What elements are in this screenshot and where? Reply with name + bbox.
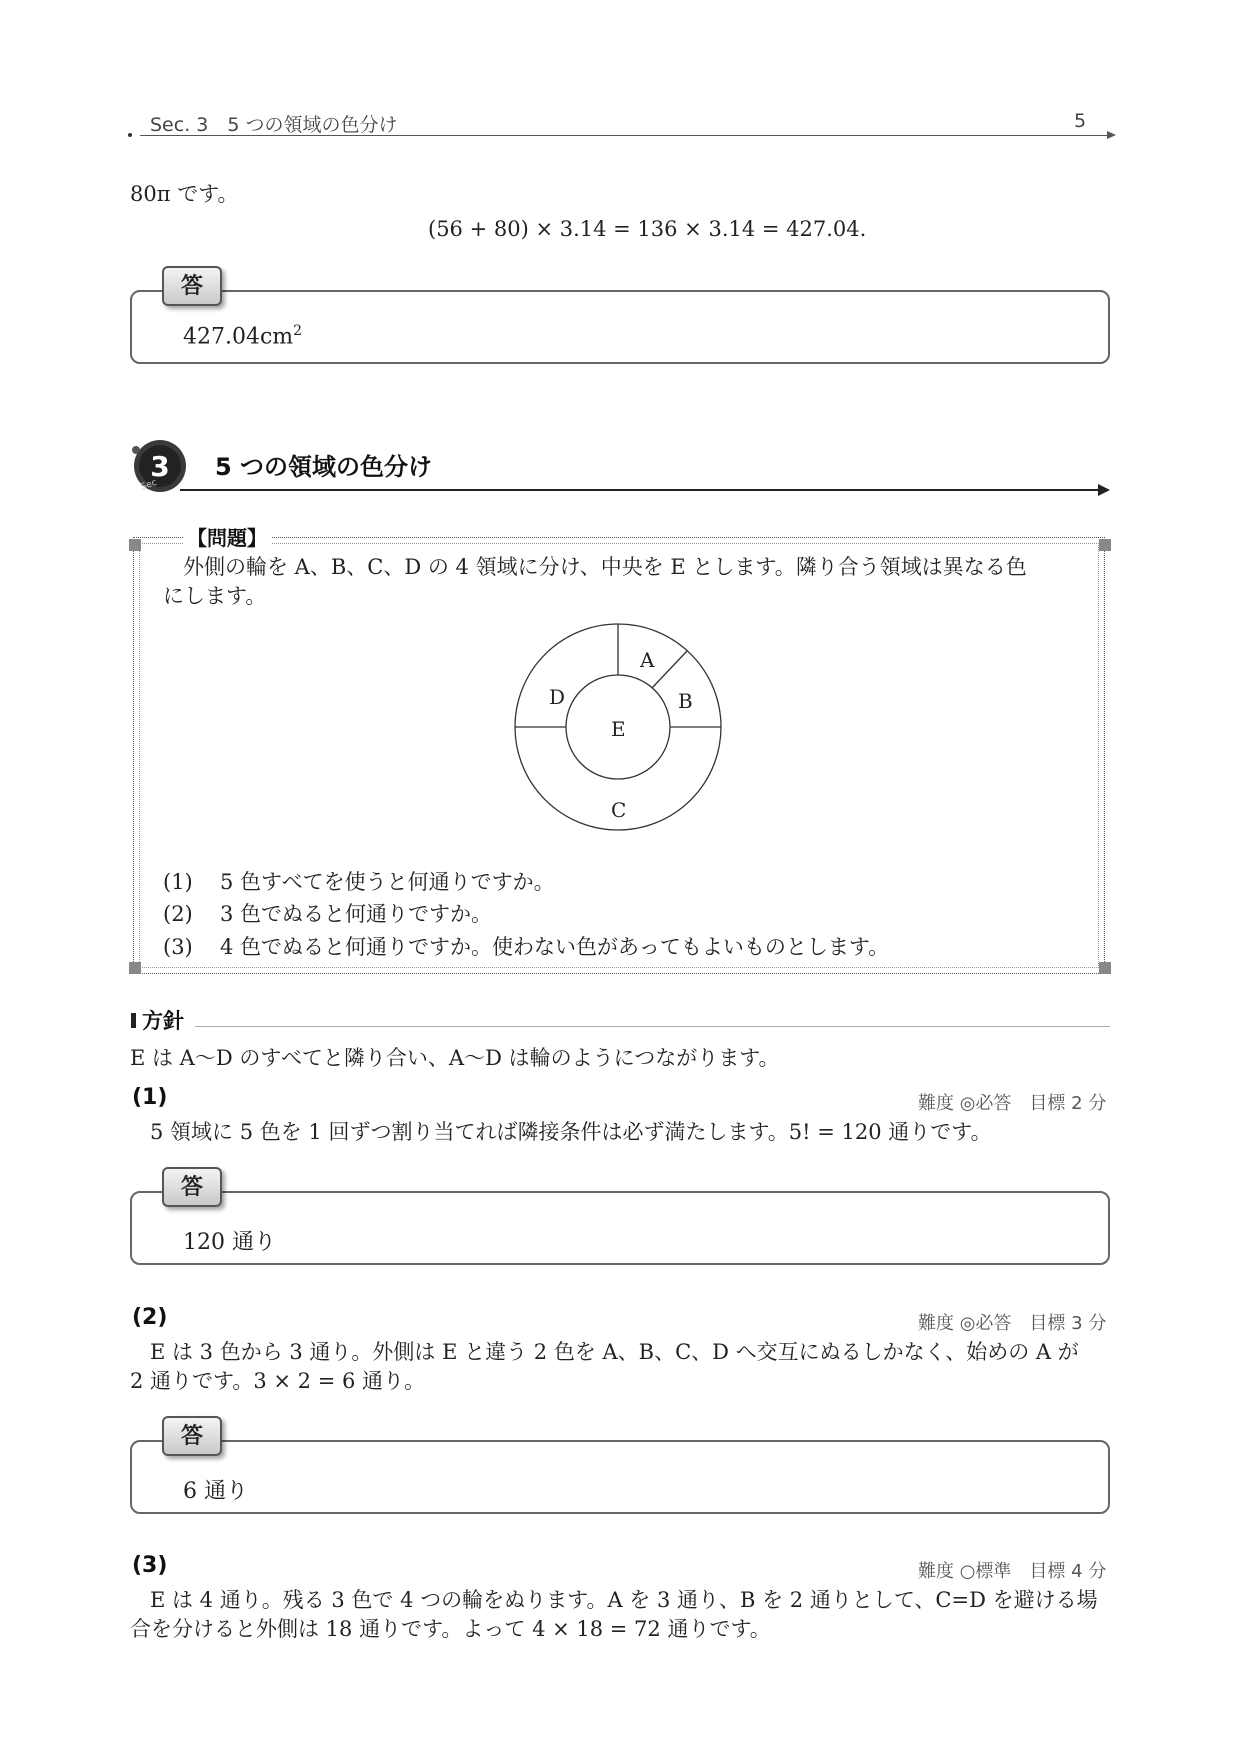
part-label-2: (2) xyxy=(132,1305,168,1330)
part-label-1: (1) xyxy=(132,1085,168,1110)
question-num-2: (2) xyxy=(163,902,193,926)
running-header: Sec. 3 5 つの領域の色分け xyxy=(150,114,398,136)
answer-label-2: 答 xyxy=(162,1167,222,1207)
answer-value-1: $427.04cm^2$ xyxy=(183,323,303,350)
header-arrow-icon xyxy=(1107,131,1116,139)
region-label-d: D xyxy=(549,685,566,709)
frame-corner-tl xyxy=(129,539,141,551)
answer-label-1: 答 xyxy=(162,266,222,306)
question-text-2: 3 色でぬると何通りですか。 xyxy=(220,902,493,926)
region-label-c: C xyxy=(611,798,627,822)
part-text-2-line1: E は 3 色から 3 通り。外側は E と違う 2 色を A、B、C、D へ交互にぬるしかなく、始めの A が xyxy=(150,1340,1079,1364)
part-difficulty-3: 難度 ○標準 目標 4 分 xyxy=(918,1561,1107,1582)
section-number: 3 xyxy=(150,450,170,483)
ring-diagram xyxy=(505,615,735,845)
question-num-1: (1) xyxy=(163,870,193,894)
section-title: 5 つの領域の色分け xyxy=(215,453,433,481)
answer-value-2: 120 通り xyxy=(183,1230,276,1255)
answer-box-3 xyxy=(130,1440,1110,1514)
houshin-title: 方針 xyxy=(142,1009,184,1033)
header-dot xyxy=(128,133,132,137)
part-text-1: 5 領域に 5 色を 1 回ずつ割り当てれば隣接条件は必ず満たします。5! = 120 通りです。 xyxy=(150,1120,992,1144)
problem-label: 【問題】 xyxy=(183,522,271,551)
part-difficulty-2: 難度 ◎必答 目標 3 分 xyxy=(918,1313,1107,1334)
region-label-b: B xyxy=(678,689,693,713)
page-number: 5 xyxy=(1074,110,1087,132)
region-label-a: A xyxy=(640,648,655,672)
continuation-text: 80π です。 xyxy=(130,182,239,206)
header-rule xyxy=(140,135,1110,136)
part-difficulty-1: 難度 ◎必答 目標 2 分 xyxy=(918,1093,1107,1114)
part-label-3: (3) xyxy=(132,1553,168,1578)
equation: (56 + 80) × 3.14 = 136 × 3.14 = 427.04. xyxy=(428,217,867,241)
answer-box-2 xyxy=(130,1191,1110,1265)
question-text-3: 4 色でぬると何通りですか。使わない色があってもよいものとします。 xyxy=(220,935,890,959)
answer-label-3: 答 xyxy=(162,1416,222,1456)
section-rule xyxy=(180,489,1100,491)
question-num-3: (3) xyxy=(163,935,193,959)
frame-corner-bl xyxy=(129,962,141,974)
houshin-rule xyxy=(195,1026,1110,1027)
part-text-3-line1: E は 4 通り。残る 3 色で 4 つの輪をぬります。A を 3 通り、B を 2 通りとして、C=D を避ける場 xyxy=(150,1588,1098,1612)
problem-text-line1: 外側の輪を A、B、C、D の 4 領域に分け、中央を E とします。隣り合う領域は異なる色 xyxy=(183,555,1027,579)
frame-corner-br xyxy=(1099,962,1111,974)
houshin-marker xyxy=(131,1013,136,1028)
question-text-1: 5 色すべてを使うと何通りですか。 xyxy=(220,870,555,894)
frame-corner-tr xyxy=(1099,539,1111,551)
problem-text-line2: にします。 xyxy=(163,584,267,608)
answer-value-3: 6 通り xyxy=(183,1479,248,1504)
part-text-3-line2: 合を分けると外側は 18 通りです。よって 4 × 18 = 72 通りです。 xyxy=(130,1617,771,1641)
section-arrow-icon xyxy=(1098,484,1110,496)
section-badge-text: Sec xyxy=(139,477,159,493)
houshin-text: E は A〜D のすべてと隣り合い、A〜D は輪のようにつながります。 xyxy=(130,1046,780,1070)
region-label-e: E xyxy=(611,717,626,741)
part-text-2-line2: 2 通りです。3 × 2 = 6 通り。 xyxy=(130,1369,426,1393)
